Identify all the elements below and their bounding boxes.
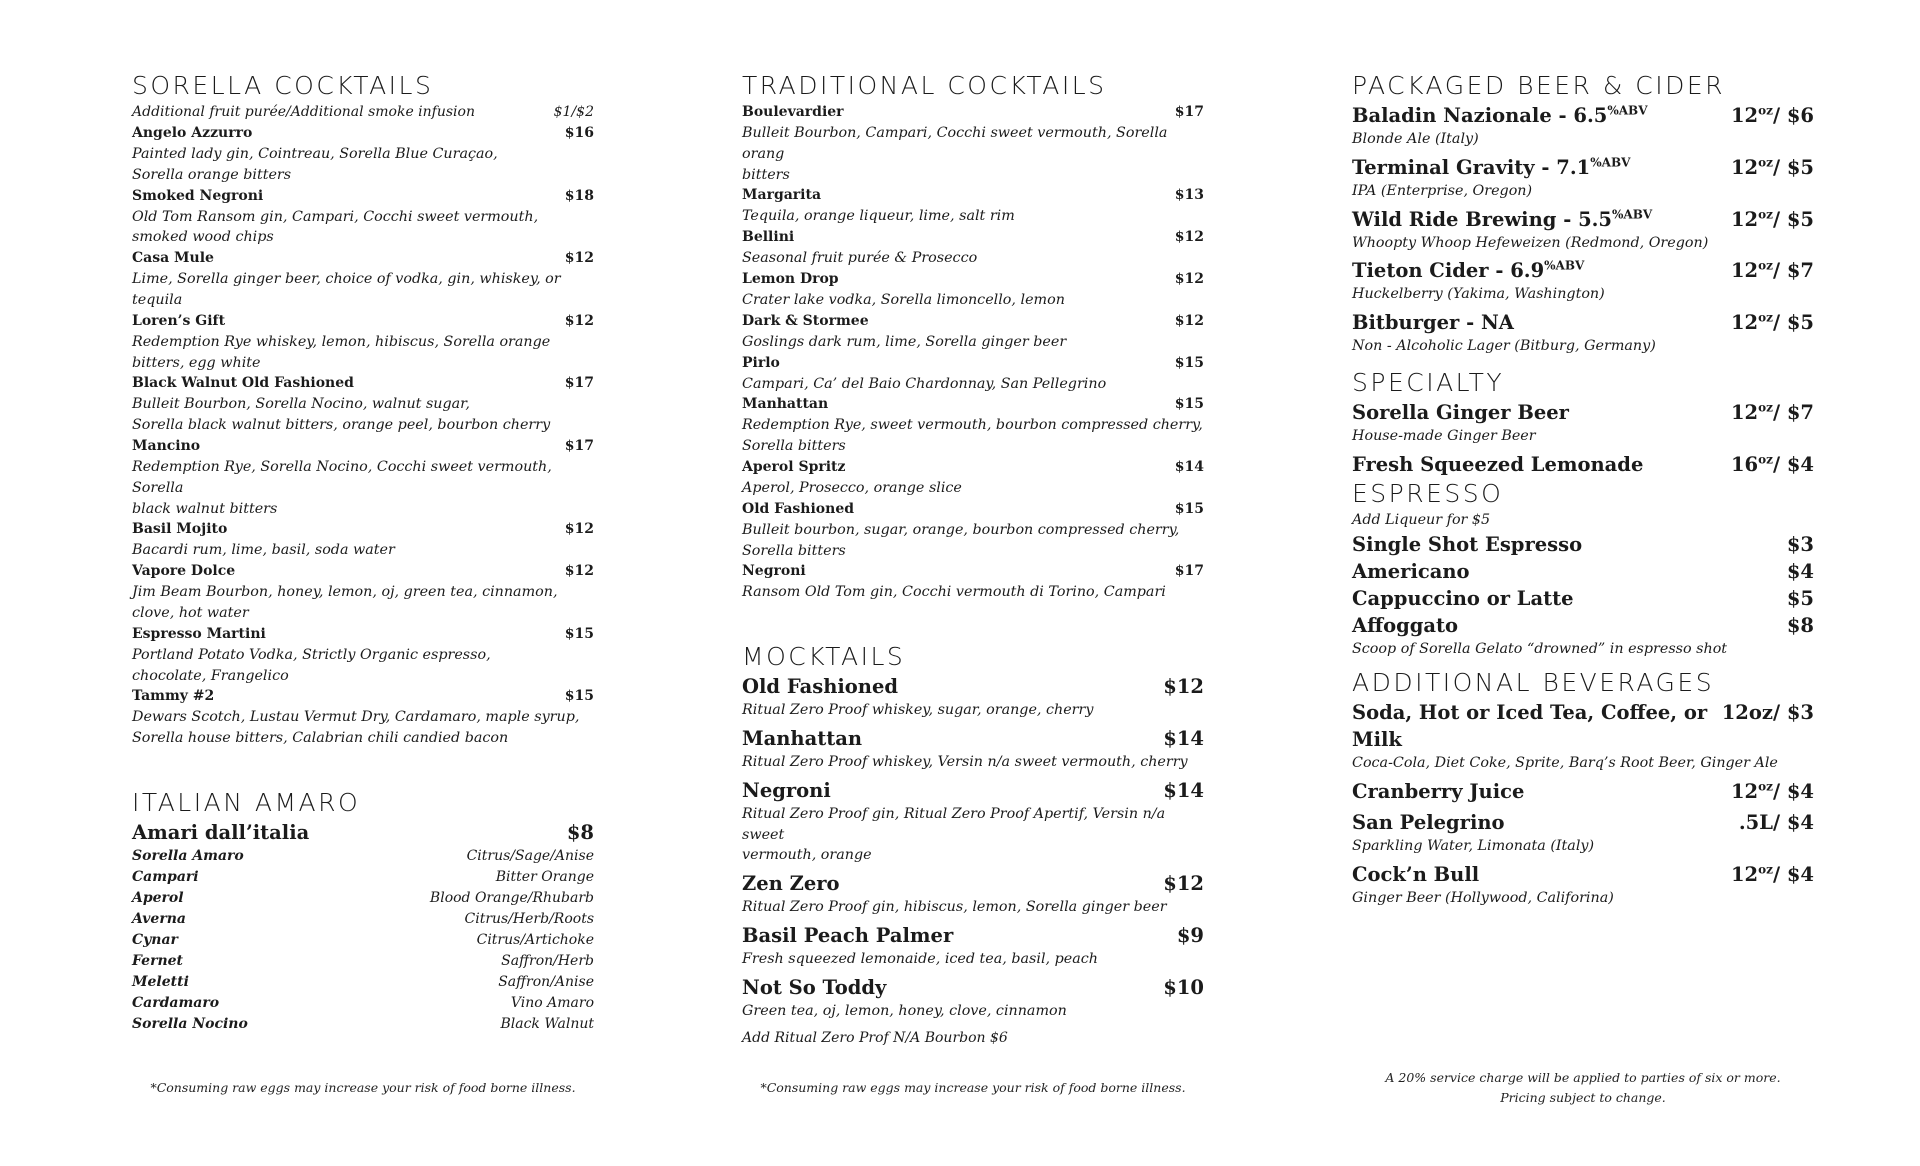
amaro-flavor: Citrus/Artichoke bbox=[476, 931, 594, 948]
menu-item-row bbox=[742, 102, 1204, 123]
section-title-additional: ADDITIONAL BEVERAGES bbox=[1352, 668, 1715, 698]
amaro-name: Meletti bbox=[132, 973, 189, 990]
item-description: Tequila, orange liqueur, lime, salt rim bbox=[742, 208, 1015, 225]
item-name: Tammy #2 bbox=[132, 688, 215, 705]
item-price: $12 bbox=[1174, 229, 1204, 246]
price-value: / $5 bbox=[1772, 207, 1814, 231]
espresso-name: Affoggato bbox=[1352, 613, 1459, 637]
specialty-row bbox=[1352, 399, 1814, 426]
section-title-espresso: ESPRESSO bbox=[1352, 478, 1504, 508]
size-value: 12 bbox=[1730, 780, 1759, 804]
column-right bbox=[1352, 70, 1814, 909]
item-description: Redemption Rye whiskey, lemon, hibiscus, Sorella orange bbox=[132, 333, 551, 350]
section-title-beer: PACKAGED BEER & CIDER bbox=[1352, 71, 1726, 100]
mocktail-name: Old Fashioned bbox=[742, 675, 899, 699]
abv-label: %ABV bbox=[1607, 103, 1648, 118]
amaro-row bbox=[132, 846, 594, 867]
amaro-name: Averna bbox=[132, 910, 186, 927]
menu-item-row bbox=[742, 311, 1204, 332]
espresso-name: Americano bbox=[1352, 559, 1470, 583]
amaro-flavor: Bitter Orange bbox=[495, 868, 594, 885]
item-description: Seasonal fruit purée & Prosecco bbox=[742, 250, 978, 267]
menu-item-row bbox=[132, 436, 594, 457]
footer-right-line1: A 20% service charge will be applied to parties of six or more. bbox=[1385, 1070, 1781, 1085]
mocktail-row bbox=[742, 673, 1204, 700]
mocktail-description: Ritual Zero Proof gin, Ritual Zero Proof Apertif, Versin n/a sweet bbox=[742, 805, 1166, 843]
amaro-row bbox=[132, 909, 594, 930]
espresso-row bbox=[1352, 558, 1814, 585]
mocktail-description: vermouth, orange bbox=[742, 847, 872, 864]
espresso-note: Add Liqueur for $5 bbox=[1352, 511, 1491, 528]
item-description: Ransom Old Tom gin, Cocchi vermouth di Torino, Campari bbox=[742, 584, 1166, 601]
beer-list bbox=[1352, 102, 1814, 357]
item-name: Lemon Drop bbox=[742, 270, 839, 287]
beer-name bbox=[1352, 102, 1648, 129]
beer-name-text: Bitburger - NA bbox=[1352, 311, 1514, 335]
espresso-price: $5 bbox=[1786, 586, 1814, 610]
amaro-flavor: Saffron/Anise bbox=[498, 973, 594, 990]
item-description: chocolate, Frangelico bbox=[132, 667, 289, 684]
beer-price bbox=[1731, 206, 1814, 233]
mocktail-description: Ritual Zero Proof whiskey, sugar, orange, cherry bbox=[742, 702, 1094, 719]
mocktail-price: $14 bbox=[1163, 778, 1204, 802]
mocktail-list bbox=[742, 673, 1204, 1021]
mocktail-note: Add Ritual Zero Prof N/A Bourbon $6 bbox=[742, 1029, 1008, 1046]
price-value: / $4 bbox=[1772, 862, 1814, 886]
item-price: $13 bbox=[1174, 187, 1204, 204]
item-price: $17 bbox=[1174, 104, 1204, 120]
item-name: Vapore Dolce bbox=[132, 563, 236, 580]
menu-item-row bbox=[132, 561, 594, 582]
item-name: Old Fashioned bbox=[742, 500, 855, 517]
menu-item-row bbox=[132, 519, 594, 540]
mocktail-row bbox=[742, 725, 1204, 752]
item-description: Sorella bitters bbox=[742, 542, 846, 559]
item-price: $17 bbox=[564, 375, 594, 392]
beer-description: Huckelberry (Yakima, Washington) bbox=[1352, 286, 1605, 303]
menu-item-row bbox=[742, 185, 1204, 206]
menu-item-row bbox=[132, 686, 594, 707]
unit-label: oz bbox=[1758, 400, 1773, 415]
unit-label: oz bbox=[1758, 310, 1773, 325]
sorella-note-price: $1/$2 bbox=[553, 104, 594, 120]
beer-name-text: Wild Ride Brewing - 5.5 bbox=[1352, 207, 1613, 231]
beer-row bbox=[1352, 206, 1814, 233]
item-description: Bulleit bourbon, sugar, orange, bourbon compressed cherry, bbox=[742, 521, 1180, 538]
specialty-row bbox=[1352, 451, 1814, 478]
price-value: / $5 bbox=[1772, 155, 1814, 179]
additional-row bbox=[1352, 861, 1814, 888]
amaro-row bbox=[132, 951, 594, 972]
mocktail-name: Not So Toddy bbox=[742, 975, 887, 999]
beer-name bbox=[1352, 154, 1630, 181]
item-description: Dewars Scotch, Lustau Vermut Dry, Cardamaro, maple syrup, bbox=[132, 709, 580, 726]
amaro-name: Aperol bbox=[132, 889, 184, 906]
espresso-name: Cappuccino or Latte bbox=[1352, 586, 1574, 610]
additional-price bbox=[1739, 809, 1814, 836]
specialty-price bbox=[1731, 399, 1814, 426]
menu-item-row bbox=[742, 269, 1204, 290]
additional-row bbox=[1352, 809, 1814, 836]
amaro-name: Sorella Nocino bbox=[132, 1015, 248, 1032]
price-value: 12oz/ $3 bbox=[1721, 701, 1814, 725]
additional-description: Sparkling Water, Limonata (Italy) bbox=[1352, 838, 1595, 855]
item-price: $15 bbox=[564, 688, 594, 705]
additional-price bbox=[1731, 861, 1814, 888]
item-description: Painted lady gin, Cointreau, Sorella Blue Curaçao, bbox=[132, 146, 498, 162]
item-price: $15 bbox=[1174, 500, 1204, 517]
item-description: Sorella orange bitters bbox=[132, 166, 292, 183]
unit-label: oz bbox=[1758, 207, 1773, 222]
additional-name bbox=[1352, 699, 1722, 753]
beer-row bbox=[1352, 102, 1814, 129]
footer-left: *Consuming raw eggs may increase your risk of food borne illness. bbox=[150, 1080, 576, 1095]
amaro-list bbox=[132, 846, 594, 1035]
beer-name bbox=[1352, 309, 1514, 336]
item-name: Boulevardier bbox=[742, 104, 844, 120]
mocktail-name: Basil Peach Palmer bbox=[742, 923, 954, 947]
item-description: Bulleit Bourbon, Sorella Nocino, walnut sugar, bbox=[132, 396, 470, 413]
unit-label: oz bbox=[1758, 103, 1773, 118]
item-name: Angelo Azzurro bbox=[132, 125, 253, 141]
amaro-header-row bbox=[132, 819, 594, 846]
item-description: Crater lake vodka, Sorella limoncello, lemon bbox=[742, 291, 1065, 308]
espresso-price: $3 bbox=[1786, 532, 1814, 556]
item-price: $12 bbox=[564, 521, 594, 538]
menu-item-row bbox=[132, 311, 594, 332]
amaro-name: Fernet bbox=[132, 952, 184, 969]
menu-item-row bbox=[132, 624, 594, 645]
item-name: Black Walnut Old Fashioned bbox=[132, 375, 354, 392]
mocktail-price: $12 bbox=[1163, 872, 1204, 896]
mocktail-row bbox=[742, 870, 1204, 897]
additional-name-text: Soda, Hot or Iced Tea, Coffee, or Milk bbox=[1352, 701, 1708, 752]
amaro-header-price: $8 bbox=[566, 820, 594, 844]
item-price: $12 bbox=[1174, 270, 1204, 287]
item-description: Portland Potato Vodka, Strictly Organic espresso, bbox=[132, 646, 491, 663]
section-title-mocktails: MOCKTAILS bbox=[742, 642, 906, 672]
amaro-name: Campari bbox=[132, 868, 199, 885]
item-description: black walnut bitters bbox=[132, 500, 278, 517]
additional-description: Ginger Beer (Hollywood, Califorina) bbox=[1352, 889, 1614, 906]
item-description: Campari, Ca’ del Baio Chardonnay, San Pellegrino bbox=[742, 375, 1107, 392]
menu-item-row bbox=[132, 123, 594, 144]
price-value: .5L/ $4 bbox=[1738, 811, 1814, 835]
item-price: $17 bbox=[1174, 563, 1204, 580]
specialty-name bbox=[1352, 451, 1643, 478]
abv-label: %ABV bbox=[1590, 155, 1631, 170]
price-value: / $7 bbox=[1772, 259, 1814, 283]
item-price: $18 bbox=[564, 187, 594, 204]
item-name: Dark & Stormee bbox=[742, 312, 869, 329]
item-name: Pirlo bbox=[742, 354, 780, 371]
item-price: $15 bbox=[1174, 396, 1204, 413]
additional-list bbox=[1352, 699, 1814, 908]
espresso-row bbox=[1352, 612, 1814, 639]
additional-name-text: San Pelegrino bbox=[1352, 811, 1505, 835]
item-description: bitters bbox=[742, 166, 790, 183]
mocktail-description: Green tea, oj, lemon, honey, clove, cinnamon bbox=[742, 1002, 1067, 1019]
espresso-list bbox=[1352, 531, 1814, 639]
additional-name bbox=[1352, 861, 1479, 888]
specialty-price bbox=[1731, 451, 1814, 478]
item-description: smoked wood chips bbox=[132, 229, 274, 246]
menu-item-row bbox=[742, 457, 1204, 478]
amaro-row bbox=[132, 888, 594, 909]
amaro-flavor: Blood Orange/Rhubarb bbox=[429, 889, 594, 906]
item-name: Loren’s Gift bbox=[132, 312, 226, 329]
traditional-list bbox=[742, 102, 1204, 603]
size-value: 12 bbox=[1730, 400, 1759, 424]
item-name: Manhattan bbox=[742, 396, 829, 413]
item-name: Bellini bbox=[742, 229, 795, 246]
item-name: Smoked Negroni bbox=[132, 187, 264, 204]
amaro-row bbox=[132, 930, 594, 951]
item-description: Redemption Rye, sweet vermouth, bourbon compressed cherry, bbox=[742, 417, 1203, 434]
item-description: Lime, Sorella ginger beer, choice of vodka, gin, whiskey, or tequila bbox=[132, 271, 561, 308]
amaro-flavor: Citrus/Herb/Roots bbox=[464, 910, 594, 927]
amaro-row bbox=[132, 993, 594, 1014]
mocktail-description: Ritual Zero Proof whiskey, Versin n/a sweet vermouth, cherry bbox=[742, 753, 1188, 770]
additional-name-text: Cock’n Bull bbox=[1352, 862, 1480, 886]
mocktail-description: Ritual Zero Proof gin, hibiscus, lemon, Sorella ginger beer bbox=[742, 899, 1167, 916]
item-description: Old Tom Ransom gin, Campari, Cocchi sweet vermouth, bbox=[132, 208, 539, 225]
menu-item-row bbox=[132, 373, 594, 394]
item-name: Espresso Martini bbox=[132, 625, 266, 642]
price-value: / $4 bbox=[1772, 452, 1814, 476]
footer-right-line2: Pricing subject to change. bbox=[1500, 1090, 1666, 1105]
item-price: $15 bbox=[564, 625, 594, 642]
amaro-row bbox=[132, 867, 594, 888]
sorella-note-row bbox=[132, 102, 594, 123]
menu-item-row bbox=[742, 227, 1204, 248]
mocktail-name: Negroni bbox=[742, 778, 831, 802]
item-name: Negroni bbox=[742, 563, 806, 580]
item-price: $15 bbox=[1174, 354, 1204, 371]
section-title-amaro: ITALIAN AMARO bbox=[132, 787, 361, 817]
amaro-name: Cynar bbox=[132, 931, 178, 948]
amaro-flavor: Saffron/Herb bbox=[501, 952, 594, 969]
beer-description: IPA (Enterprise, Oregon) bbox=[1352, 182, 1533, 199]
beer-description: Whoopty Whoop Hefeweizen (Redmond, Oregon) bbox=[1352, 234, 1709, 251]
espresso-name: Single Shot Espresso bbox=[1352, 532, 1583, 556]
item-price: $12 bbox=[564, 563, 594, 580]
item-description: bitters, egg white bbox=[132, 354, 261, 371]
beer-name bbox=[1352, 206, 1652, 233]
item-price: $16 bbox=[564, 125, 594, 141]
item-price: $17 bbox=[564, 437, 594, 454]
beer-name bbox=[1352, 257, 1584, 284]
sorella-note: Additional fruit purée/Additional smoke infusion bbox=[132, 104, 475, 120]
amaro-flavor: Vino Amaro bbox=[510, 994, 594, 1011]
beer-price bbox=[1731, 154, 1814, 181]
item-price: $12 bbox=[1174, 312, 1204, 329]
mocktail-name: Zen Zero bbox=[742, 872, 840, 896]
beer-row bbox=[1352, 257, 1814, 284]
item-name: Basil Mojito bbox=[132, 521, 228, 538]
additional-price bbox=[1731, 778, 1814, 805]
specialty-description: House-made Ginger Beer bbox=[1352, 427, 1536, 444]
size-value: 12 bbox=[1730, 862, 1759, 886]
abv-label: %ABV bbox=[1612, 207, 1653, 222]
menu-item-row bbox=[742, 353, 1204, 374]
mocktail-price: $12 bbox=[1163, 675, 1204, 699]
footer-right bbox=[1352, 1068, 1814, 1108]
section-title-traditional: TRADITIONAL COCKTAILS bbox=[742, 71, 1107, 100]
column-left bbox=[132, 70, 594, 1035]
amaro-name: Sorella Amaro bbox=[132, 847, 244, 864]
beer-name-text: Tieton Cider - 6.9 bbox=[1352, 259, 1545, 283]
unit-label: oz bbox=[1758, 452, 1773, 467]
beer-row bbox=[1352, 154, 1814, 181]
mocktail-description: Fresh squeezed lemonaide, iced tea, basil, peach bbox=[742, 950, 1098, 967]
abv-label: %ABV bbox=[1544, 258, 1585, 273]
additional-name-text: Cranberry Juice bbox=[1352, 780, 1525, 804]
additional-name bbox=[1352, 778, 1524, 805]
section-title-specialty: SPECIALTY bbox=[1352, 367, 1505, 397]
espresso-price: $8 bbox=[1786, 613, 1814, 637]
unit-label: oz bbox=[1758, 258, 1773, 273]
item-description: Bacardi rum, lime, basil, soda water bbox=[132, 542, 395, 559]
size-value: 12 bbox=[1730, 104, 1759, 127]
item-description: Bulleit Bourbon, Campari, Cocchi sweet vermouth, Sorella orang bbox=[742, 125, 1168, 162]
price-value: / $7 bbox=[1772, 400, 1814, 424]
beer-description: Blonde Ale (Italy) bbox=[1352, 131, 1479, 147]
beer-row bbox=[1352, 309, 1814, 336]
additional-name bbox=[1352, 809, 1505, 836]
mocktail-name: Manhattan bbox=[742, 726, 863, 750]
price-value: / $4 bbox=[1772, 780, 1814, 804]
size-value: 16 bbox=[1730, 452, 1759, 476]
unit-label: oz bbox=[1758, 862, 1773, 877]
mocktail-price: $10 bbox=[1163, 975, 1204, 999]
section-title-sorella: SORELLA COCKTAILS bbox=[132, 71, 434, 100]
beer-description: Non - Alcoholic Lager (Bitburg, Germany) bbox=[1352, 338, 1656, 355]
additional-price bbox=[1722, 699, 1814, 726]
menu-item-row bbox=[742, 499, 1204, 520]
mocktail-row bbox=[742, 922, 1204, 949]
espresso-row bbox=[1352, 585, 1814, 612]
amaro-header-name: Amari dall’italia bbox=[132, 820, 310, 844]
mocktail-price: $9 bbox=[1176, 923, 1204, 947]
item-name: Aperol Spritz bbox=[742, 458, 846, 475]
menu-item-row bbox=[132, 248, 594, 269]
footer-middle: *Consuming raw eggs may increase your risk of food borne illness. bbox=[760, 1080, 1186, 1095]
additional-description: Coca-Cola, Diet Coke, Sprite, Barq’s Root Beer, Ginger Ale bbox=[1352, 755, 1778, 772]
amaro-row bbox=[132, 972, 594, 993]
sorella-list bbox=[132, 123, 594, 749]
item-description: clove, hot water bbox=[132, 604, 249, 621]
column-middle bbox=[742, 70, 1204, 1049]
item-description: Sorella bitters bbox=[742, 438, 846, 455]
item-description: Sorella house bitters, Calabrian chili candied bacon bbox=[132, 730, 509, 747]
beer-name-text: Baladin Nazionale - 6.5 bbox=[1352, 104, 1608, 127]
unit-label: oz bbox=[1758, 155, 1773, 170]
item-name: Margarita bbox=[742, 187, 822, 204]
specialty-name-text: Sorella Ginger Beer bbox=[1352, 400, 1569, 424]
espresso-price: $4 bbox=[1786, 559, 1814, 583]
amaro-name: Cardamaro bbox=[132, 994, 220, 1011]
size-value: 12 bbox=[1730, 207, 1759, 231]
specialty-name-text: Fresh Squeezed Lemonade bbox=[1352, 452, 1644, 476]
mocktail-price: $14 bbox=[1163, 726, 1204, 750]
item-name: Casa Mule bbox=[132, 250, 214, 267]
item-description: Goslings dark rum, lime, Sorella ginger beer bbox=[742, 333, 1067, 350]
specialty-name bbox=[1352, 399, 1569, 426]
price-value: / $6 bbox=[1772, 104, 1814, 127]
menu-item-row bbox=[742, 561, 1204, 582]
additional-row bbox=[1352, 778, 1814, 805]
unit-label: oz bbox=[1758, 779, 1773, 794]
size-value: 12 bbox=[1730, 259, 1759, 283]
amaro-flavor: Black Walnut bbox=[500, 1015, 594, 1032]
item-description: Jim Beam Bourbon, honey, lemon, oj, green tea, cinnamon, bbox=[132, 584, 558, 601]
item-description: Sorella black walnut bitters, orange peel, bourbon cherry bbox=[132, 417, 551, 434]
affogato-desc: Scoop of Sorella Gelato “drowned” in espresso shot bbox=[1352, 640, 1728, 657]
beer-price bbox=[1731, 102, 1814, 129]
beer-price bbox=[1731, 257, 1814, 284]
menu-item-row bbox=[132, 186, 594, 207]
size-value: 12 bbox=[1730, 155, 1759, 179]
amaro-flavor: Citrus/Sage/Anise bbox=[466, 847, 594, 864]
beer-price bbox=[1731, 309, 1814, 336]
additional-row bbox=[1352, 699, 1814, 753]
mocktail-row bbox=[742, 974, 1204, 1001]
espresso-row bbox=[1352, 531, 1814, 558]
beer-name-text: Terminal Gravity - 7.1 bbox=[1352, 155, 1591, 179]
item-price: $12 bbox=[564, 312, 594, 329]
menu-item-row bbox=[742, 394, 1204, 415]
amaro-row bbox=[132, 1014, 594, 1035]
price-value: / $5 bbox=[1772, 311, 1814, 335]
mocktail-row bbox=[742, 777, 1204, 804]
specialty-list bbox=[1352, 399, 1814, 478]
size-value: 12 bbox=[1730, 311, 1759, 335]
item-name: Mancino bbox=[132, 437, 201, 454]
item-price: $14 bbox=[1174, 458, 1204, 475]
item-description: Redemption Rye, Sorella Nocino, Cocchi sweet vermouth, Sorella bbox=[132, 458, 552, 496]
item-description: Aperol, Prosecco, orange slice bbox=[742, 479, 962, 496]
item-price: $12 bbox=[564, 250, 594, 267]
